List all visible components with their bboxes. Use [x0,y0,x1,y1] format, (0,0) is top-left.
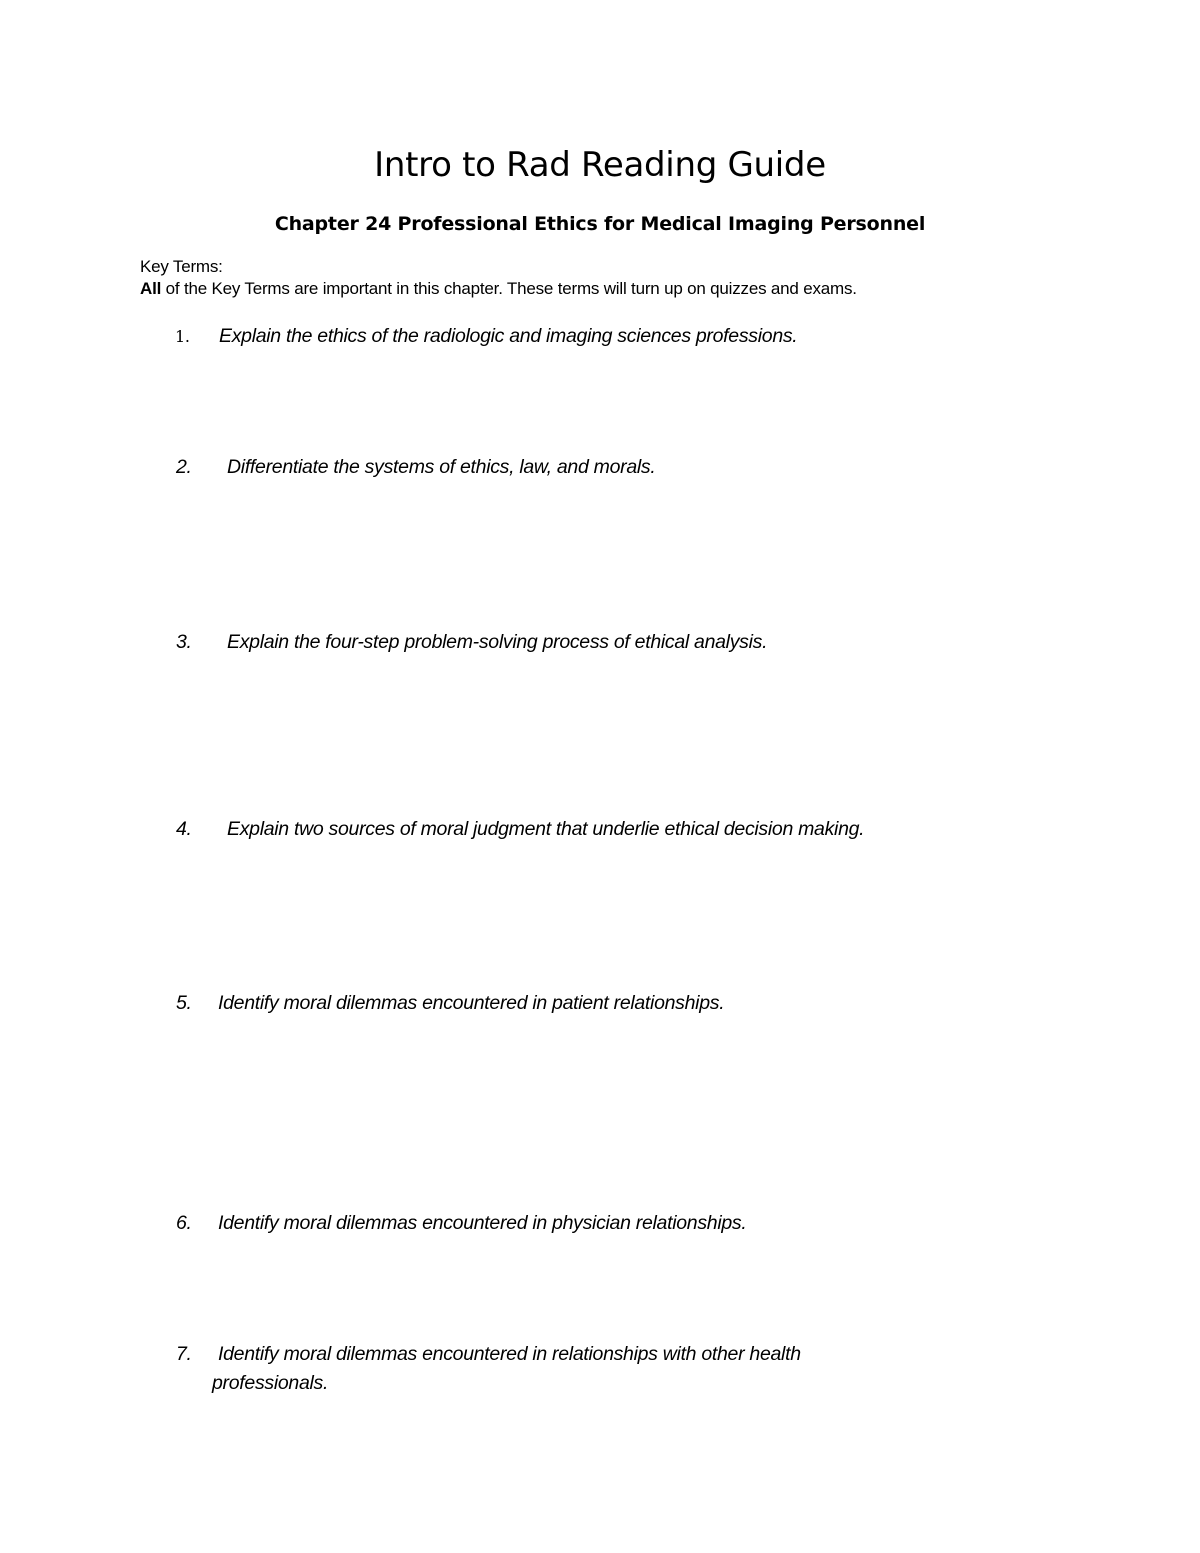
chapter-heading: Chapter 24 Professional Ethics for Medical Imaging Personnel [274,213,926,235]
question-number: 4. [176,818,192,840]
question-number: 6. [176,1212,192,1234]
question-text: Explain the four-step problem-solving process of ethical analysis. [227,631,768,653]
question-number: 5. [176,992,192,1014]
question-number: 2. [176,456,192,478]
question-text: Identify moral dilemmas encountered in relationships with other health [218,1343,801,1365]
key-terms-note [140,278,857,300]
key-terms-note-text: of the Key Terms are important in this chapter. These terms will turn up on quizzes and exams. [161,279,857,298]
question-text: Identify moral dilemmas encountered in physician relationships. [218,1212,747,1234]
question-text-continuation: professionals. [212,1372,329,1394]
key-terms-label: Key Terms: [140,257,223,276]
question-text: Explain two sources of moral judgment that underlie ethical decision making. [227,818,865,840]
question-number: 3. [176,631,192,653]
question-text: Differentiate the systems of ethics, law, and morals. [227,456,656,478]
question-number: 7. [176,1343,192,1365]
question-text: Explain the ethics of the radiologic and imaging sciences professions. [219,325,798,347]
key-terms-emphasis: All [140,279,162,298]
question-number: 1. [175,327,190,346]
question-text: Identify moral dilemmas encountered in patient relationships. [218,992,725,1014]
document-title: Intro to Rad Reading Guide [374,145,826,185]
